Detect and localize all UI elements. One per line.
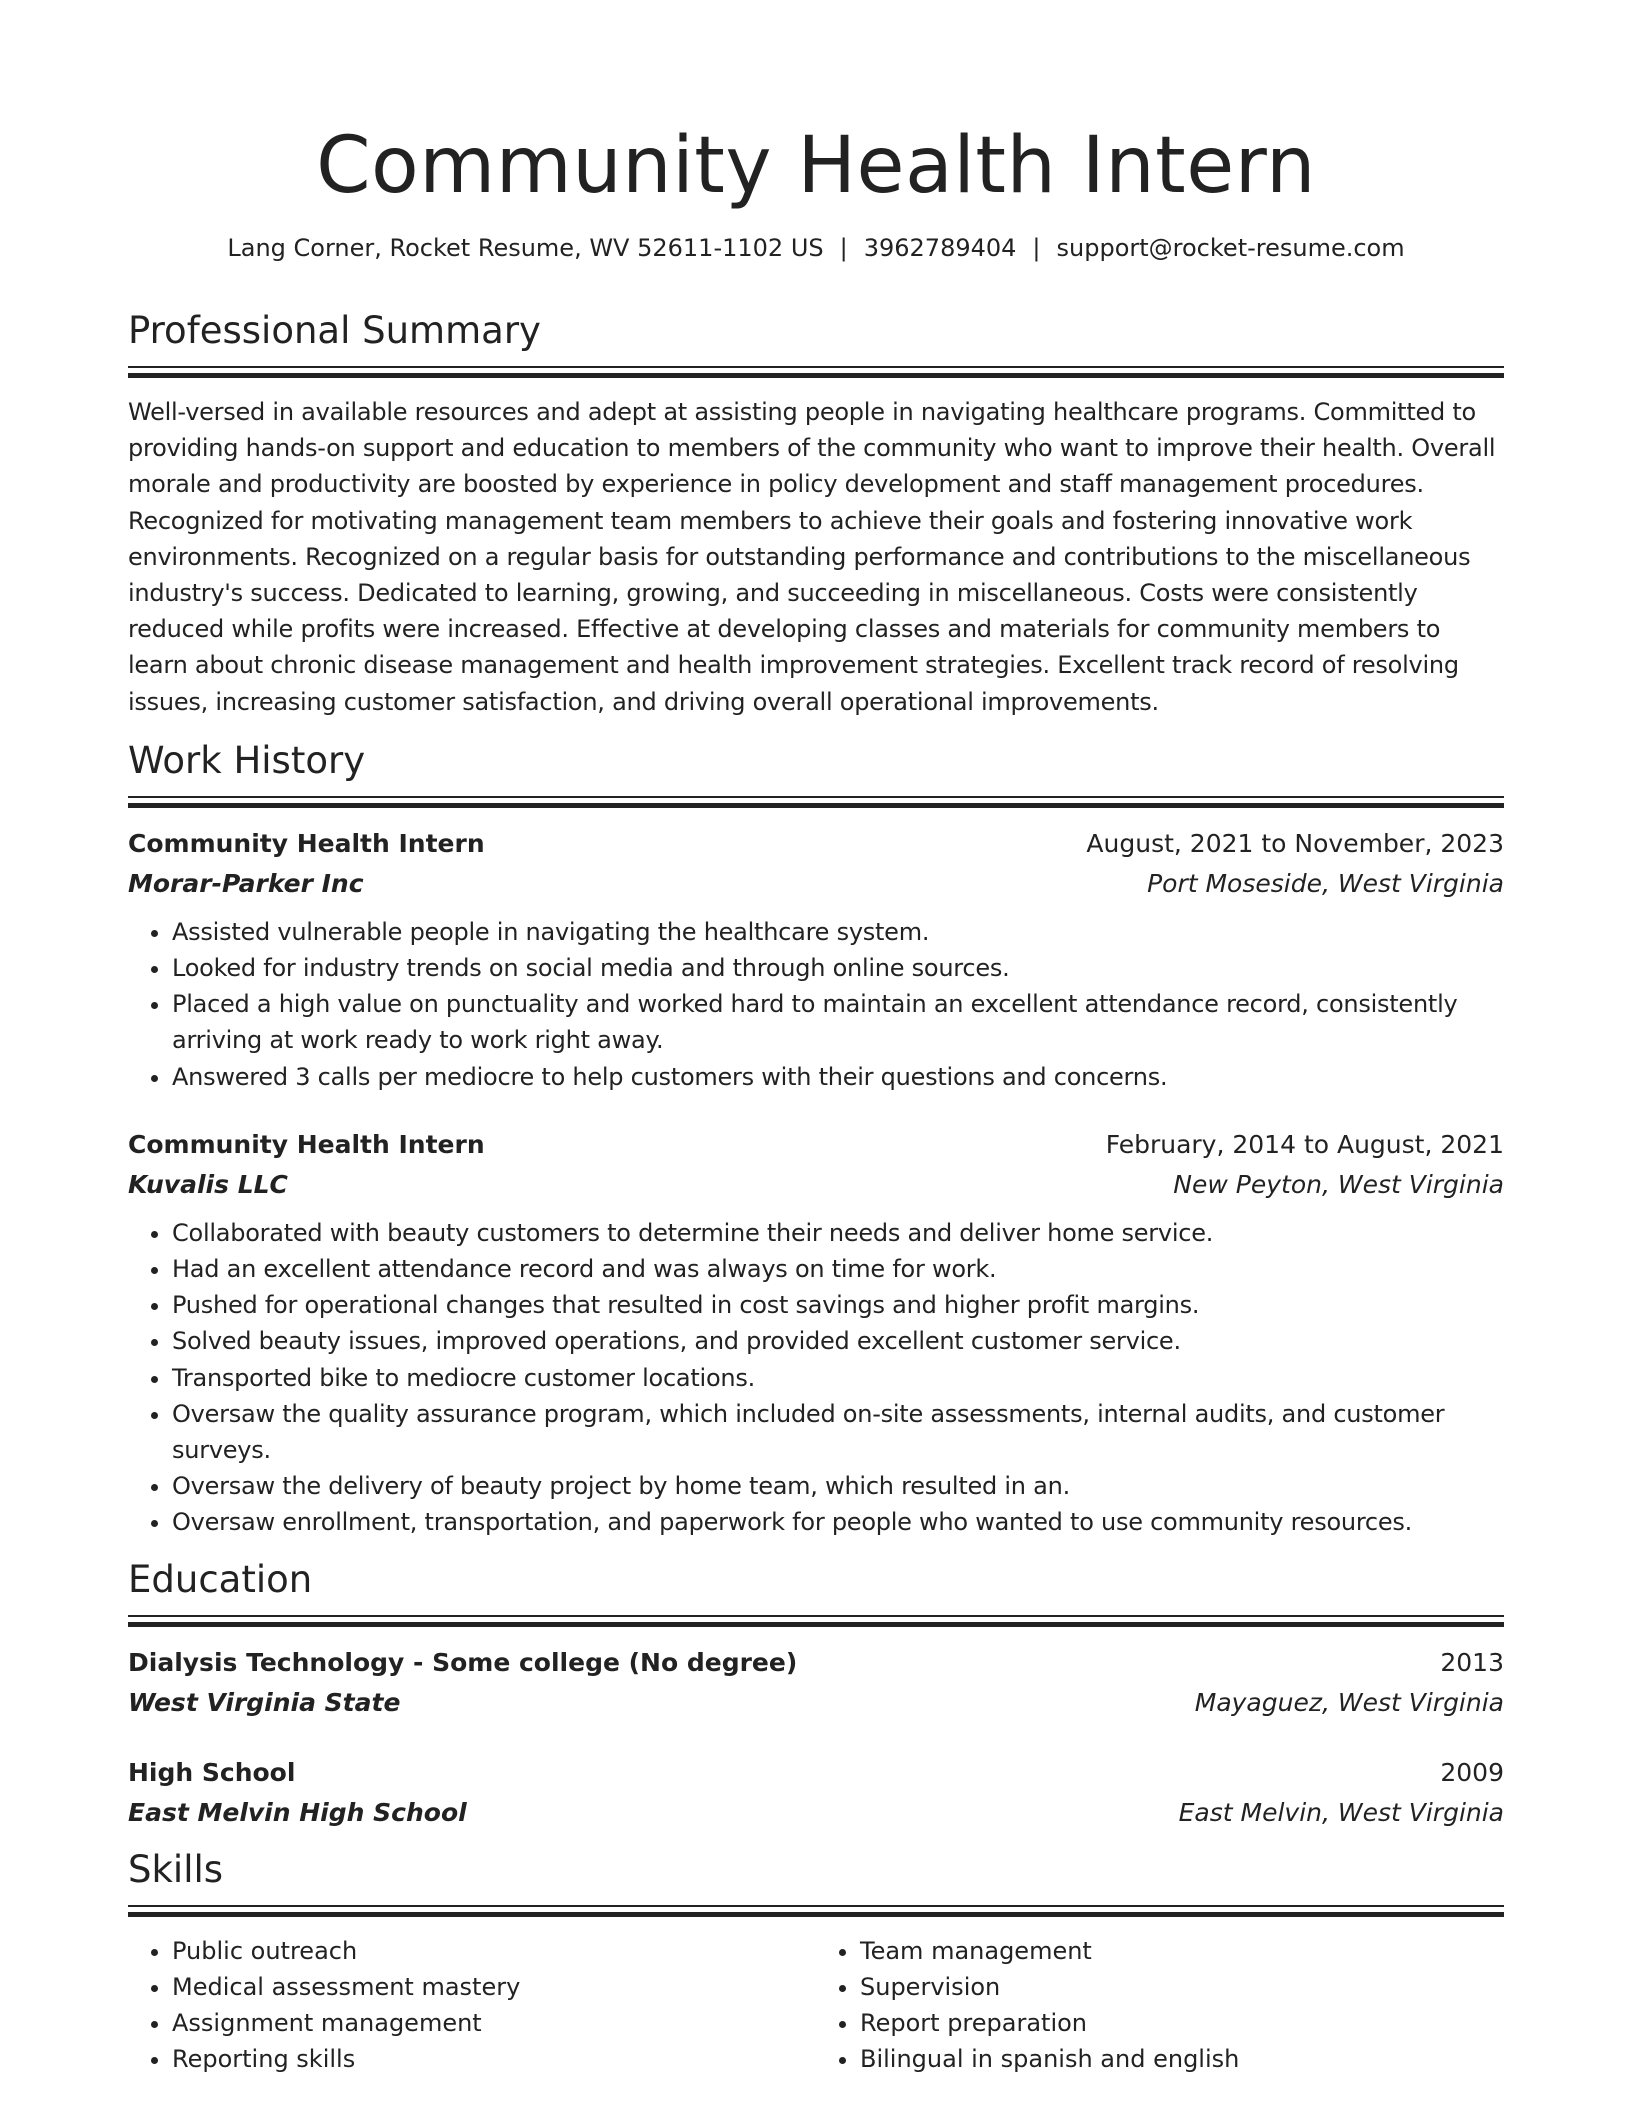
education-location: Mayaguez, West Virginia [1194,1687,1504,1717]
section-heading-work: Work History [128,738,366,782]
job-bullet: • Oversaw enrollment, transportation, and paperwork for people who wanted to use community resources. [172,1504,1504,1540]
job-company: Morar-Parker Inc [128,868,364,898]
job-company: Kuvalis LLC [128,1169,288,1199]
education-school-row [128,1793,1504,1833]
work-section [128,736,1504,1541]
skill-item: • Supervision [860,1969,1504,2005]
skill-item: • Reporting skills [172,2041,816,2077]
education-section [128,1555,1504,1833]
job-bullet: • Oversaw the delivery of beauty project by home team, which resulted in an. [172,1468,1504,1504]
job-bullet: • Collaborated with beauty customers to determine their needs and deliver home service. [172,1215,1504,1251]
job-bullet: • Had an excellent attendance record and was always on time for work. [172,1251,1504,1287]
education-school: East Melvin High School [128,1797,467,1827]
skill-item: • Report preparation [860,2005,1504,2041]
education-year: 2013 [1440,1647,1504,1677]
skill-item: • Team management [860,1933,1504,1969]
job-dates: February, 2014 to August, 2021 [1105,1129,1504,1159]
education-entry [128,1643,1504,1723]
job-bullets [128,1215,1504,1541]
section-divider [128,366,1504,380]
section-heading-education: Education [128,1557,313,1601]
education-location: East Melvin, West Virginia [1178,1797,1504,1827]
education-year: 2009 [1440,1757,1504,1787]
contact-separator: | [839,234,848,262]
contact-email: support@rocket-resume.com [1056,234,1405,262]
job-entry [128,1125,1504,1541]
education-degree: Dialysis Technology - Some college (No degree) [128,1647,798,1677]
skill-item: • Assignment management [172,2005,816,2041]
skills-section [128,1845,1504,2078]
education-header-row [128,1753,1504,1793]
summary-section [128,306,1504,720]
job-bullet: • Solved beauty issues, improved operations, and provided excellent customer service. [172,1323,1504,1359]
job-bullets [128,914,1504,1095]
job-bullet: • Placed a high value on punctuality and worked hard to maintain an excellent attendance record, consistently arriving at work ready to work right away. [172,986,1504,1058]
section-heading-skills: Skills [128,1847,224,1891]
job-location: Port Moseside, West Virginia [1147,868,1504,898]
section-heading-summary: Professional Summary [128,309,541,352]
education-school: West Virginia State [128,1687,401,1717]
job-entry [128,824,1504,1095]
education-entry [128,1753,1504,1833]
resume-name: Community Health Intern [316,121,1316,211]
job-bullet: • Looked for industry trends on social media and through online sources. [172,950,1504,986]
job-title: Community Health Intern [128,828,485,858]
job-bullet: • Answered 3 calls per mediocre to help customers with their questions and concerns. [172,1059,1504,1095]
job-title: Community Health Intern [128,1129,485,1159]
section-divider [128,1905,1504,1919]
job-company-row [128,864,1504,904]
skill-item: • Medical assessment mastery [172,1969,816,2005]
resume-page [128,0,1504,2077]
job-dates: August, 2021 to November, 2023 [1086,828,1504,858]
job-bullet: • Transported bike to mediocre customer locations. [172,1360,1504,1396]
job-header-row [128,824,1504,864]
job-bullet: • Oversaw the quality assurance program, which included on-site assessments, internal audits, and customer surveys. [172,1396,1504,1468]
contact-address: Lang Corner, Rocket Resume, WV 52611-1102 US [227,234,824,262]
summary-text: Well-versed in available resources and adept at assisting people in navigating healthcare programs. Committed to providing hands-on support and education to members of the community who want to improve their health. Overall morale and productivity are boosted by experience in policy development and staff management procedures. Recognized for motivating management team members to achieve their goals and fostering innovative work environments. Recognized on a regular basis for outstanding performance and contributions to the miscellaneous industry's success. Dedicated to learning, growing, and succeeding in miscellaneous. Costs were consistently reduced while profits were increased. Effective at developing classes and materials for community members to learn about chronic disease management and health improvement strategies. Excellent track record of resolving issues, increasing customer satisfaction, and driving overall operational improvements. [128,398,1496,716]
job-company-row [128,1165,1504,1205]
education-degree: High School [128,1757,296,1787]
contact-line [128,230,1504,266]
section-divider [128,796,1504,810]
job-location: New Peyton, West Virginia [1173,1169,1504,1199]
job-header-row [128,1125,1504,1165]
education-school-row [128,1683,1504,1723]
skill-item: • Bilingual in spanish and english [860,2041,1504,2077]
skill-item: • Public outreach [172,1933,816,1969]
job-bullet: • Assisted vulnerable people in navigating the healthcare system. [172,914,1504,950]
skills-column-left [128,1933,816,2078]
job-bullet: • Pushed for operational changes that resulted in cost savings and higher profit margins. [172,1287,1504,1323]
section-divider [128,1615,1504,1629]
skills-grid [128,1933,1504,2078]
education-header-row [128,1643,1504,1683]
skills-column-right [816,1933,1504,2078]
contact-phone: 3962789404 [863,234,1017,262]
contact-separator: | [1032,234,1041,262]
